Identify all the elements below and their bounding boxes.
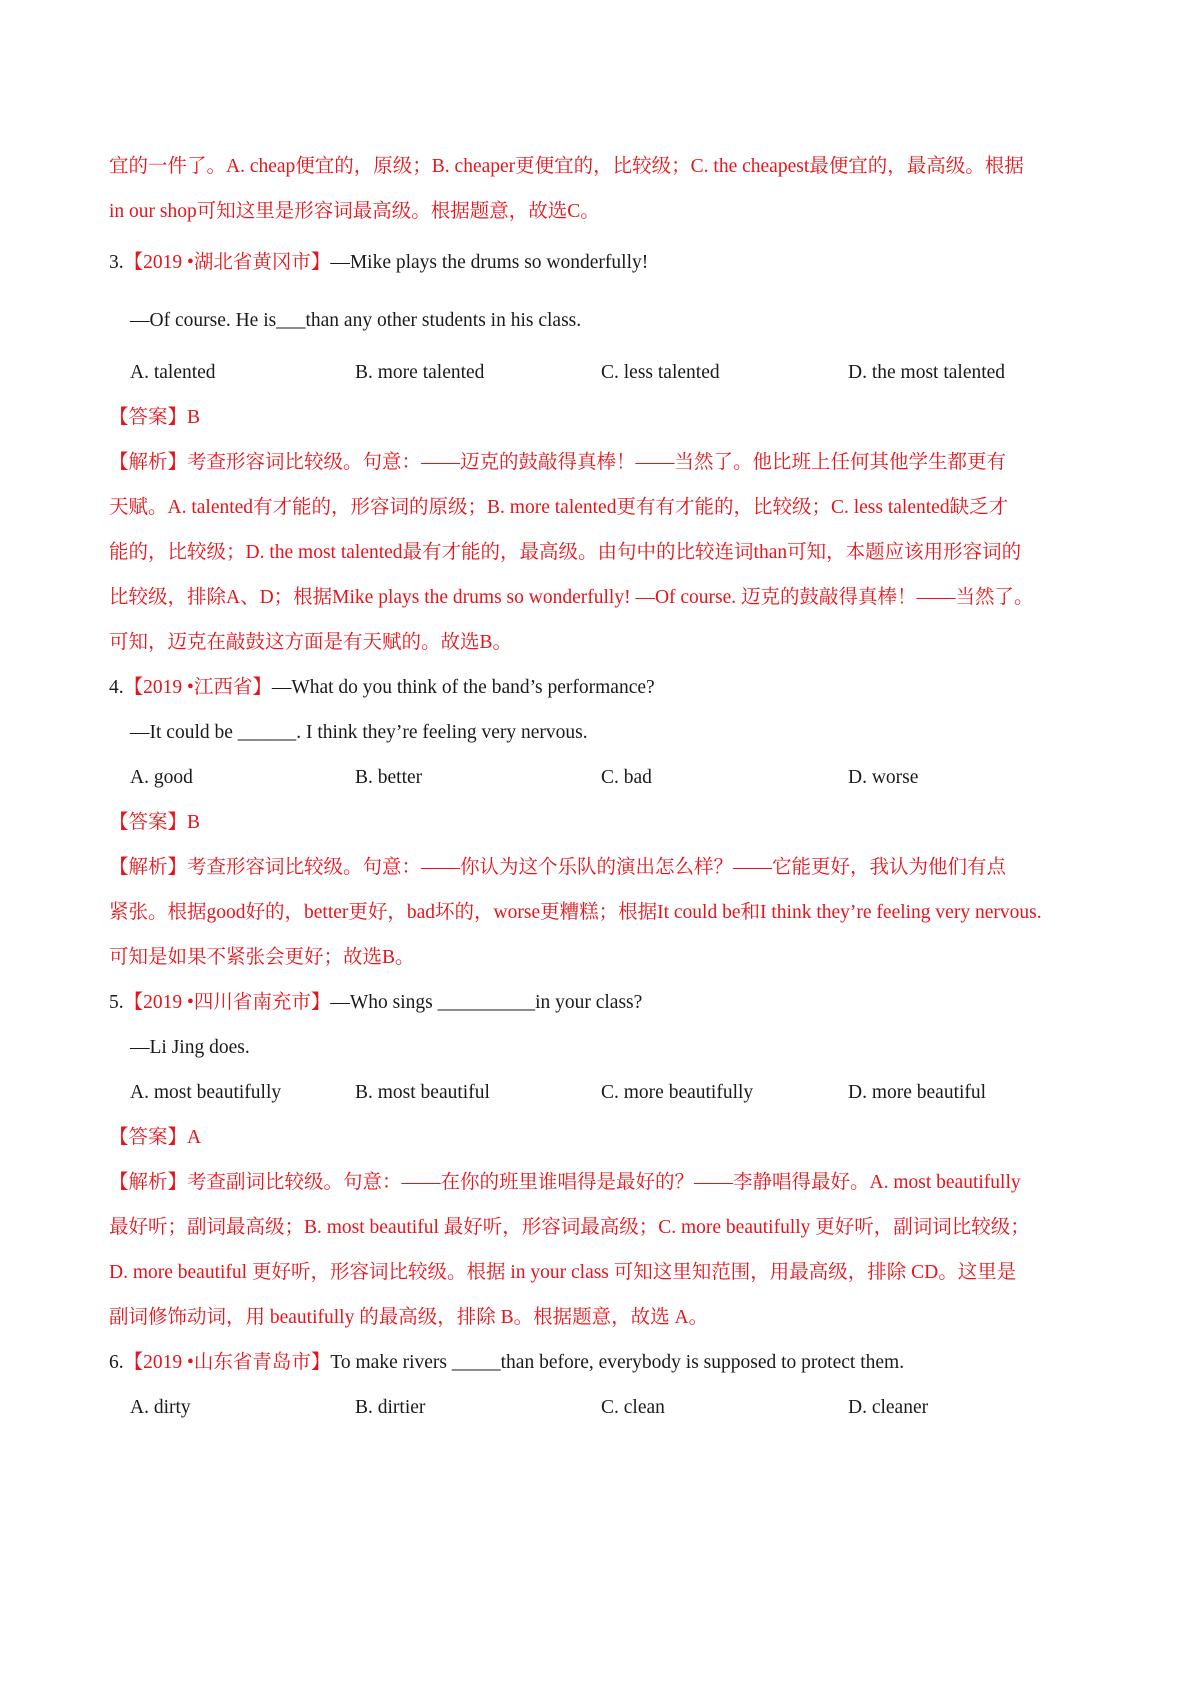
question-3-stem [109,250,1100,276]
question-prompt: —Mike plays the drums so wonderfully! [330,252,649,273]
explanation-line: 最好听；副词最高级；B. most beautiful 最好听，形容词最高级；C. more beautifully 更好听，副词词比较级； [109,1217,1030,1238]
option-c: C. clean [601,1397,665,1418]
question-number: 3. [109,252,124,273]
prev-explanation-line: in our shop可知这里是形容词最高级。根据题意，故选C。 [109,201,600,222]
option-b: B. dirtier [355,1397,426,1418]
option-b: B. better [355,767,423,788]
question-number: 4. [109,677,124,698]
option-b: B. most beautiful [355,1082,490,1103]
option-a: A. good [130,767,193,788]
option-d: D. more beautiful [848,1082,987,1103]
explanation-line: 【解析】考查形容词比较级。句意：——你认为这个乐队的演出怎么样？——它能更好，我认为他们有点 [109,857,1007,878]
explanation-line: 副词修饰动词，用 beautifully 的最高级，排除 B。根据题意，故选 A。 [109,1307,709,1328]
question-4-stem [109,675,1100,701]
explanation-line: 能的，比较级；D. the most talented最有才能的，最高级。由句中的比较连词than可知，本题应该用形容词的 [109,542,1022,563]
question-source: 【2019 •山东省青岛市】 [123,1352,331,1373]
question-source: 【2019 •湖北省黄冈市】 [123,252,331,273]
question-4-reply: —It could be ______. I think they’re feeling very nervous. [130,722,588,743]
answer-label: 【答案】B [109,812,201,833]
question-source: 【2019 •江西省】 [123,677,272,698]
answer-label: 【答案】B [109,407,201,428]
explanation-line: 【解析】考查形容词比较级。句意：——迈克的鼓敲得真棒！——当然了。他比班上任何其他学生都更有 [109,452,1007,473]
explanation-line: 紧张。根据good好的，better更好，bad坏的，worse更糟糕；根据It could be和I think they’re feeling very nervous. [109,902,1042,923]
question-source: 【2019 •四川省南充市】 [123,992,331,1013]
option-a: A. most beautifully [130,1082,282,1103]
answer-label: 【答案】A [109,1127,202,1148]
option-a: A. dirty [130,1397,191,1418]
option-b: B. more talented [355,362,485,383]
question-prompt: —What do you think of the band’s performance? [271,677,655,698]
option-c: C. bad [601,767,652,788]
explanation-line: D. more beautiful 更好听，形容词比较级。根据 in your class 可知这里知范围，用最高级，排除 CD。这里是 [109,1262,1017,1283]
question-number: 5. [109,992,124,1013]
explanation-line: 【解析】考查副词比较级。句意：——在你的班里谁唱得是最好的？——李静唱得最好。A. most beautifully [109,1172,1021,1193]
question-prompt: To make rivers _____than before, everybody is supposed to protect them. [330,1352,905,1373]
question-3-reply: —Of course. He is___than any other students in his class. [130,310,582,331]
explanation-line: 可知是如果不紧张会更好；故选B。 [109,947,415,968]
question-5-reply: —Li Jing does. [130,1037,250,1058]
option-c: C. more beautifully [601,1082,754,1103]
question-6-stem [109,1350,1100,1376]
option-d: D. cleaner [848,1397,929,1418]
option-d: D. worse [848,767,919,788]
question-5-stem [109,990,1100,1016]
option-c: C. less talented [601,362,720,383]
option-a: A. talented [130,362,216,383]
explanation-line: 比较级，排除A、D；根据Mike plays the drums so wonderfully! —Of course. 迈克的鼓敲得真棒！——当然了。 [109,587,1034,608]
explanation-line: 天赋。A. talented有才能的，形容词的原级；B. more talented更有有才能的，比较级；C. less talented缺乏才 [109,497,1009,518]
question-prompt: —Who sings __________in your class? [330,992,643,1013]
question-number: 6. [109,1352,124,1373]
option-d: D. the most talented [848,362,1006,383]
prev-explanation-line: 宜的一件了。A. cheap便宜的，原级；B. cheaper更便宜的，比较级；C. the cheapest最便宜的，最高级。根据 [109,156,1024,177]
explanation-line: 可知，迈克在敲鼓这方面是有天赋的。故选B。 [109,632,513,653]
